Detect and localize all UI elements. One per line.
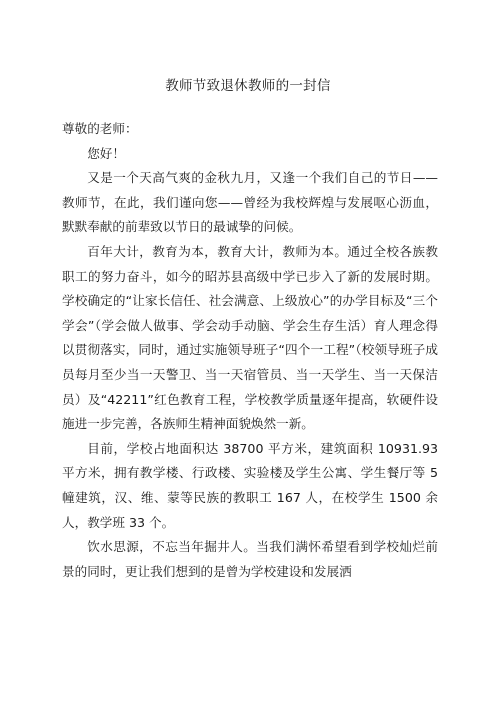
greeting-paragraph: 您好！: [87, 145, 125, 161]
gratitude-paragraph: 饮水思源，不忘当年掘井人。当我们满怀希望看到学校灿烂前景的同时，更让我们想到的是曾为学校建设和发展洒: [62, 539, 438, 579]
letter-body: [62, 117, 438, 584]
salutation: 尊敬的老师：: [62, 121, 138, 136]
campus-stats-paragraph: 目前，学校占地面积达 38700 平方米，建筑面积 10931.93 平方米，拥有教学楼、行政楼、实验楼及学生公寓、学生餐厅等 5 幢建筑，汉、维、蒙等民族的教职工 167 人，在校学生 1500 余人，教学班 33 个。: [62, 440, 438, 530]
development-paragraph: 百年大计，教育为本，教育大计，教师为本。通过全校各族教职工的努力奋斗，如今的昭苏县高级中学已步入了新的发展时期。学校确定的“让家长信任、社会满意、上级放心”的办学目标及“三个学会”（学会做人做事、学会动手动脑、学会生存生活）育人理念得以贯彻落实，同时，通过实施领导班子“四个一工程”（校领导班子成员每月至少当一天警卫、当一天宿管员、当一天学生、当一天保洁员）及“42211”红色教育工程，学校教学质量逐年提高，软硬件设施进一步完善，各族师生精神面貌焕然一新。: [62, 243, 438, 432]
intro-paragraph: 又是一个天高气爽的金秋九月，又逢一个我们自己的节日——教师节，在此，我们谨向您——曾经为我校辉煌与发展呕心沥血，默默奉献的前辈致以节日的最诚挚的问候。: [62, 170, 438, 235]
letter-title: 教师节致退休教师的一封信: [165, 78, 331, 94]
